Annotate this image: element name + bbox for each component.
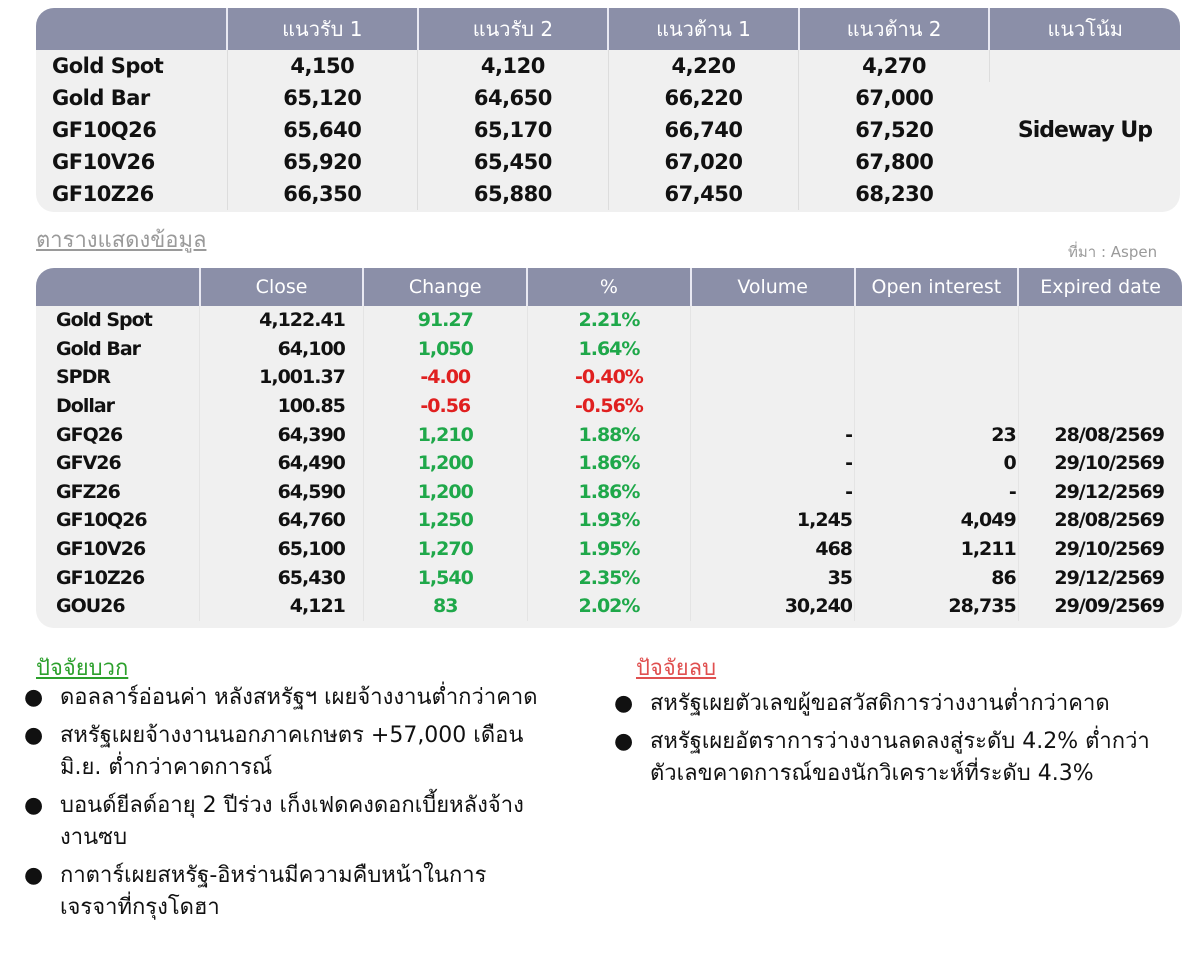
list-item bbox=[22, 860, 542, 924]
percent-value: 1.93% bbox=[527, 506, 691, 535]
change-value: 91.27 bbox=[363, 306, 527, 335]
header-instrument bbox=[36, 8, 227, 50]
expired-date-value: 29/09/2569 bbox=[1054, 595, 1164, 618]
resistance-1-value: 66,740 bbox=[608, 114, 799, 146]
percent-value: -0.40% bbox=[527, 363, 691, 392]
table-row bbox=[36, 592, 1182, 621]
table-row bbox=[36, 50, 1180, 82]
factor-text: สหรัฐเผยอัตราการว่างงานลดลงสู่ระดับ 4.2% ต่ำกว่าตัวเลขคาดการณ์ของนักวิเคราะห์ที่ระดับ 4.3% bbox=[650, 729, 1150, 786]
instrument-name: GFQ26 bbox=[36, 420, 200, 449]
positive-factors-title: ปัจจัยบวก bbox=[36, 656, 129, 681]
resistance-2-value: 68,230 bbox=[855, 182, 934, 206]
change-value: 1,250 bbox=[363, 506, 527, 535]
close-value: 64,760 bbox=[200, 506, 364, 535]
resistance-2-value: 67,520 bbox=[855, 118, 934, 142]
support-resistance-table bbox=[36, 8, 1180, 210]
bullet-icon: ● bbox=[24, 685, 44, 710]
header-expired-date: Expired date bbox=[1018, 268, 1182, 306]
header-support-2: แนวรับ 2 bbox=[418, 8, 609, 50]
support-1-value: 4,150 bbox=[227, 50, 418, 82]
instrument-name: GF10Q26 bbox=[36, 506, 200, 535]
factor-text: สหรัฐเผยตัวเลขผู้ขอสวัสดิการว่างงานต่ำกว่าคาด bbox=[650, 691, 1110, 716]
instrument-name: GFV26 bbox=[36, 449, 200, 478]
instrument-name: GF10Q26 bbox=[36, 114, 227, 146]
expired-date-value: 29/10/2569 bbox=[1054, 538, 1164, 561]
instrument-name: GF10V26 bbox=[36, 146, 227, 178]
percent-value: 1.95% bbox=[527, 535, 691, 564]
list-item bbox=[22, 682, 542, 714]
positive-factors-list bbox=[22, 682, 542, 930]
header-support-1: แนวรับ 1 bbox=[227, 8, 418, 50]
expired-date-value bbox=[1018, 335, 1182, 364]
bullet-icon: ● bbox=[24, 723, 44, 748]
instrument-name: Dollar bbox=[36, 392, 200, 421]
support-2-value: 65,450 bbox=[418, 146, 609, 178]
support-1-value: 65,920 bbox=[227, 146, 418, 178]
table-row bbox=[36, 363, 1182, 392]
resistance-2-value: 4,270 bbox=[799, 50, 990, 82]
expired-date-value bbox=[1018, 392, 1182, 421]
bullet-icon: ● bbox=[614, 691, 634, 716]
expired-date-value: 28/08/2569 bbox=[1054, 423, 1164, 446]
open-interest-value bbox=[855, 363, 1019, 392]
instrument-name: GFZ26 bbox=[36, 478, 200, 507]
volume-value bbox=[691, 363, 855, 392]
close-value: 64,590 bbox=[200, 478, 364, 507]
change-value: -0.56 bbox=[363, 392, 527, 421]
open-interest-value bbox=[855, 306, 1019, 335]
resistance-1-value: 67,020 bbox=[608, 146, 799, 178]
percent-value: 1.86% bbox=[527, 449, 691, 478]
support-2-value: 65,170 bbox=[418, 114, 609, 146]
instrument-name: GF10Z26 bbox=[36, 563, 200, 592]
open-interest-value: 23 bbox=[855, 420, 1019, 449]
instrument-name: GF10V26 bbox=[36, 535, 200, 564]
open-interest-value bbox=[855, 392, 1019, 421]
percent-value: 2.02% bbox=[527, 592, 691, 621]
change-value: 1,210 bbox=[363, 420, 527, 449]
bullet-icon: ● bbox=[24, 863, 44, 888]
close-value: 65,100 bbox=[200, 535, 364, 564]
change-value: 1,540 bbox=[363, 563, 527, 592]
expired-date-value: 29/10/2569 bbox=[1054, 452, 1164, 475]
instrument-name: Gold Spot bbox=[36, 306, 200, 335]
support-1-value: 65,120 bbox=[227, 82, 418, 114]
open-interest-value: 28,735 bbox=[855, 592, 1019, 621]
header-instrument bbox=[36, 268, 200, 306]
close-value: 64,100 bbox=[200, 335, 364, 364]
header-open-interest: Open interest bbox=[855, 268, 1019, 306]
change-value: -4.00 bbox=[363, 363, 527, 392]
resistance-1-value: 66,220 bbox=[608, 82, 799, 114]
volume-value: - bbox=[691, 449, 855, 478]
percent-value: 1.88% bbox=[527, 420, 691, 449]
list-item bbox=[22, 720, 542, 784]
volume-value: - bbox=[691, 420, 855, 449]
volume-value bbox=[691, 335, 855, 364]
header-volume: Volume bbox=[691, 268, 855, 306]
table-row bbox=[36, 335, 1182, 364]
table-row bbox=[36, 506, 1182, 535]
header-percent: % bbox=[527, 268, 691, 306]
volume-value: 30,240 bbox=[691, 592, 855, 621]
support-1-value: 66,350 bbox=[227, 178, 418, 210]
change-value: 1,200 bbox=[363, 478, 527, 507]
support-2-value: 65,880 bbox=[418, 178, 609, 210]
trend-value: Sideway Up bbox=[1017, 117, 1153, 143]
table-header-row bbox=[36, 8, 1180, 50]
open-interest-value: 4,049 bbox=[855, 506, 1019, 535]
expired-date-value bbox=[1018, 363, 1182, 392]
volume-value bbox=[691, 392, 855, 421]
resistance-1-value: 67,450 bbox=[608, 178, 799, 210]
change-value: 1,050 bbox=[363, 335, 527, 364]
header-close: Close bbox=[200, 268, 364, 306]
percent-value: 1.64% bbox=[527, 335, 691, 364]
expired-date-value bbox=[1018, 306, 1182, 335]
instrument-name: GOU26 bbox=[36, 592, 200, 621]
header-change: Change bbox=[363, 268, 527, 306]
open-interest-value: 1,211 bbox=[855, 535, 1019, 564]
table-header-row bbox=[36, 268, 1182, 306]
negative-factors-list bbox=[612, 688, 1152, 796]
table-row bbox=[36, 563, 1182, 592]
close-value: 64,490 bbox=[200, 449, 364, 478]
support-resistance-table-panel bbox=[36, 8, 1180, 212]
instrument-name: GF10Z26 bbox=[36, 178, 227, 210]
close-value: 100.85 bbox=[200, 392, 364, 421]
close-value: 65,430 bbox=[200, 563, 364, 592]
expired-date-value: 28/08/2569 bbox=[1054, 509, 1164, 532]
list-item bbox=[612, 726, 1152, 790]
instrument-name: Gold Bar bbox=[36, 82, 227, 114]
source-note: ที่มา : Aspen bbox=[1068, 243, 1158, 261]
volume-value: 35 bbox=[691, 563, 855, 592]
volume-value: - bbox=[691, 478, 855, 507]
section-title: ตารางแสดงข้อมูล bbox=[36, 228, 207, 253]
open-interest-value bbox=[855, 335, 1019, 364]
resistance-1-value: 4,220 bbox=[608, 50, 799, 82]
close-value: 64,390 bbox=[200, 420, 364, 449]
open-interest-value: 0 bbox=[855, 449, 1019, 478]
close-value: 4,122.41 bbox=[200, 306, 364, 335]
resistance-2-value: 67,000 bbox=[855, 86, 934, 110]
table-row bbox=[36, 306, 1182, 335]
support-2-value: 4,120 bbox=[418, 50, 609, 82]
support-1-value: 65,640 bbox=[227, 114, 418, 146]
factor-text: บอนด์ยีลด์อายุ 2 ปีร่วง เก็งเฟดคงดอกเบี้ยหลังจ้างงานซบ bbox=[60, 793, 524, 850]
table-row bbox=[36, 420, 1182, 449]
open-interest-value: 86 bbox=[855, 563, 1019, 592]
support-2-value: 64,650 bbox=[418, 82, 609, 114]
factor-text: ดอลลาร์อ่อนค่า หลังสหรัฐฯ เผยจ้างงานต่ำกว่าคาด bbox=[60, 685, 538, 710]
table-row bbox=[36, 392, 1182, 421]
percent-value: 2.35% bbox=[527, 563, 691, 592]
instrument-name: Gold Spot bbox=[36, 50, 227, 82]
change-value: 83 bbox=[363, 592, 527, 621]
factor-text: กาตาร์เผยสหรัฐ-อิหร่านมีความคืบหน้าในการเจรจาที่กรุงโดฮา bbox=[60, 863, 487, 920]
header-resistance-2: แนวต้าน 2 bbox=[799, 8, 990, 50]
bullet-icon: ● bbox=[24, 793, 44, 818]
open-interest-value: - bbox=[855, 478, 1019, 507]
table-row bbox=[36, 535, 1182, 564]
instrument-name: SPDR bbox=[36, 363, 200, 392]
close-value: 1,001.37 bbox=[200, 363, 364, 392]
list-item bbox=[22, 790, 542, 854]
percent-value: 2.21% bbox=[527, 306, 691, 335]
header-resistance-1: แนวต้าน 1 bbox=[608, 8, 799, 50]
volume-value: 1,245 bbox=[691, 506, 855, 535]
factor-text: สหรัฐเผยจ้างงานนอกภาคเกษตร +57,000 เดือนมิ.ย. ต่ำกว่าคาดการณ์ bbox=[60, 723, 524, 780]
change-value: 1,200 bbox=[363, 449, 527, 478]
resistance-2-value: 67,800 bbox=[855, 150, 934, 174]
close-value: 4,121 bbox=[200, 592, 364, 621]
expired-date-value: 29/12/2569 bbox=[1054, 566, 1164, 589]
market-data-table-panel bbox=[36, 268, 1182, 628]
list-item bbox=[612, 688, 1152, 720]
negative-factors-title: ปัจจัยลบ bbox=[636, 656, 717, 681]
change-value: 1,270 bbox=[363, 535, 527, 564]
percent-value: 1.86% bbox=[527, 478, 691, 507]
bullet-icon: ● bbox=[614, 729, 634, 754]
table-row bbox=[36, 478, 1182, 507]
header-trend: แนวโน้ม bbox=[989, 8, 1180, 50]
percent-value: -0.56% bbox=[527, 392, 691, 421]
table-row bbox=[36, 449, 1182, 478]
expired-date-value: 29/12/2569 bbox=[1054, 480, 1164, 503]
instrument-name: Gold Bar bbox=[36, 335, 200, 364]
volume-value: 468 bbox=[691, 535, 855, 564]
volume-value bbox=[691, 306, 855, 335]
market-data-table bbox=[36, 268, 1182, 621]
